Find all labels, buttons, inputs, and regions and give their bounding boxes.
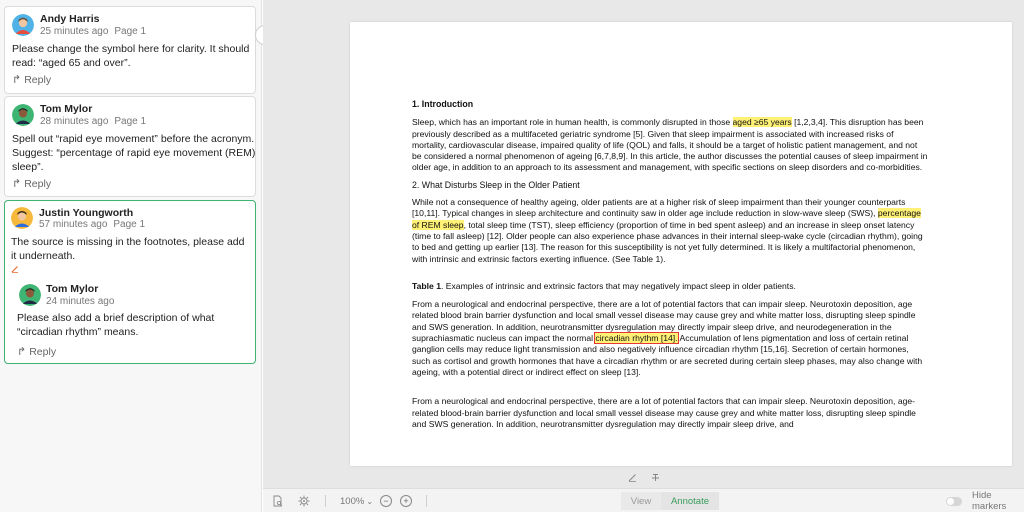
comment-card[interactable] xyxy=(4,6,256,94)
hide-markers-toggle[interactable] xyxy=(946,489,962,512)
comment-author: Andy Harris xyxy=(40,13,100,25)
plus-icon: + xyxy=(400,495,412,507)
reply-label: Reply xyxy=(24,177,52,190)
avatar xyxy=(12,104,34,126)
zoom-in-button[interactable] xyxy=(400,489,412,512)
reply-button[interactable] xyxy=(12,73,51,86)
hide-markers-label: Hide markers xyxy=(972,490,1007,512)
reply-label: Reply xyxy=(29,345,57,358)
paragraph: While not a consequence of healthy ageing, older patients are at a higher risk of sleep impairment than their younger counterparts [10,11]. Typical changes in sleep architecture and continuity saw in older age include reduction in slow-wave sleep (SWS), percentage of REM sleep, total sleep time (TST), sleep efficiency (proportion of time in bed spent asleep) and an increase in sleep onset latency (time to fall asleep) [12]. Older people can also experience phase advances in their internal sleep-wake cycle (circadian rhythm), going to bed and getting up earlier [13]. The reason for this susceptibility is not yet fully determined. It is likely a multifactorial phenomenon, with intrinsic and extrinsic factors exerting influence. (See Table 1). xyxy=(412,197,923,264)
document-body xyxy=(412,99,928,436)
comment-author: Justin Youngworth xyxy=(39,207,134,219)
reply-author: Tom Mylor xyxy=(46,283,99,295)
paragraph: From a neurological and endocrinal perspective, there are a lot of potential factors that can impair sleep. Neurotoxin deposition, age-related blood-brain barrier dysfunction and local small vessel disease may cause grey and white matter loss, disrupting sleep spindle and SWS generation. In addition, neurotransmitter dysregulation may directly impair sleep drive, and xyxy=(412,396,916,429)
comment-time: 28 minutes ago xyxy=(40,116,109,127)
table-caption: Table 1. Examples of intrinsic and extrinsic factors that may negatively impact sleep in older patients. xyxy=(412,280,796,291)
reply-button[interactable] xyxy=(12,177,51,190)
avatar xyxy=(19,284,41,306)
mode-view-button[interactable]: View xyxy=(621,492,661,510)
zoom-out-button[interactable] xyxy=(380,489,392,512)
minus-icon: − xyxy=(380,495,392,507)
avatar xyxy=(12,14,34,36)
reply-label: Reply xyxy=(24,73,52,86)
comment-page: Page 1 xyxy=(114,26,147,37)
chevron-down-icon: ⌄ xyxy=(366,496,374,506)
document-page xyxy=(350,22,1012,466)
avatar xyxy=(11,207,33,229)
zoom-select[interactable] xyxy=(340,489,373,512)
pen-icon[interactable] xyxy=(628,473,637,482)
mode-annotate-button[interactable]: Annotate xyxy=(661,492,719,510)
section-heading: 1. Introduction xyxy=(412,99,474,109)
comment-meta xyxy=(39,219,145,230)
paragraph: From a neurological and endocrinal perspective, there are a lot of potential factors that can impair sleep. Neurotoxin deposition, age related blood brain barrier dysfunction and local small vessel disease may cause grey and white matter loss, disrupting sleep spindle and SWS generation. In addition, neurotransmitter dysregulation may directly impair sleep drive, and neurodegeneration in the suprachiasmatic nucleus can impact the normal circadian rhythm [14]. Accumulation of lens pigmentation and loss of certain retinal ganglion cells may reduce light transmission and also negatively influence circadian rhythm [15,16]. Secretion of certain hormones, such as cortisol and growth hormones that have a circadian rhythm or are secreted during certain sleep phases, may also change with ageing, with a potential direct or indirect effect on sleep [13]. xyxy=(412,299,923,377)
file-search-icon[interactable] xyxy=(273,489,284,512)
comment-page: Page 1 xyxy=(113,219,146,230)
toggle-switch[interactable] xyxy=(946,497,962,506)
settings-icon[interactable] xyxy=(298,489,310,512)
comment-author: Tom Mylor xyxy=(40,103,93,115)
page-tools xyxy=(263,466,1024,488)
comment-time: 57 minutes ago xyxy=(39,219,108,230)
comment-card[interactable] xyxy=(4,96,256,197)
reply-button[interactable] xyxy=(17,345,56,358)
reply-arrow-icon: ↱ xyxy=(12,74,22,86)
document-viewer xyxy=(263,0,1024,488)
reply-arrow-icon: ↱ xyxy=(12,178,22,190)
comment-card-active[interactable] xyxy=(4,200,256,364)
comment-meta xyxy=(40,116,146,127)
comment-meta xyxy=(40,26,146,37)
section-heading: 2. What Disturbs Sleep in the Older Patient xyxy=(412,179,580,190)
pen-icon xyxy=(11,265,19,273)
comments-panel xyxy=(0,0,262,512)
annotation-highlight-selected[interactable]: circadian rhythm [14]. xyxy=(595,333,678,344)
reply-text: Please also add a brief description of what “circadian rhythm” means. xyxy=(17,312,215,338)
comment-text: Please change the symbol here for clarity. It should read: “aged 65 and over”. xyxy=(12,43,250,69)
reply-arrow-icon: ↱ xyxy=(17,346,27,358)
comment-page: Page 1 xyxy=(114,116,147,127)
strikethrough-icon[interactable] xyxy=(651,473,660,482)
reply-time: 24 minutes ago xyxy=(46,296,115,307)
comment-text: The source is missing in the footnotes, please add it underneath. xyxy=(11,236,245,262)
annotation-highlight[interactable]: percentage of REM sleep xyxy=(412,208,921,230)
bottom-toolbar xyxy=(263,488,1024,512)
comment-time: 25 minutes ago xyxy=(40,26,109,37)
annotation-highlight[interactable]: aged ≥65 years xyxy=(732,117,792,128)
comment-text: Spell out “rapid eye movement” before the acronym. Suggest: “percentage of rapid eye movement (REM) sleep”. xyxy=(12,133,256,173)
zoom-value: 100% xyxy=(340,495,365,507)
paragraph: Sleep, which has an important role in human health, is commonly disrupted in those aged ≥65 years [1,2,3,4]. This disruption has been previously described as a multifaceted geriatric syndrome [5]. Given that sleep impairment is associated with increased risks of mortality, cardiovascular disease, impaired quality of life (QOL) and falls, it should be a target of holistic patient management, and not be considered a normal phenomenon of ageing [6,7,8,9]. In this article, the author discusses the potential causes of sleep impairment in older age, in addition to an approach to its assessment and management, with specific sections on sleep disorders and co-morbidities. xyxy=(412,117,928,173)
